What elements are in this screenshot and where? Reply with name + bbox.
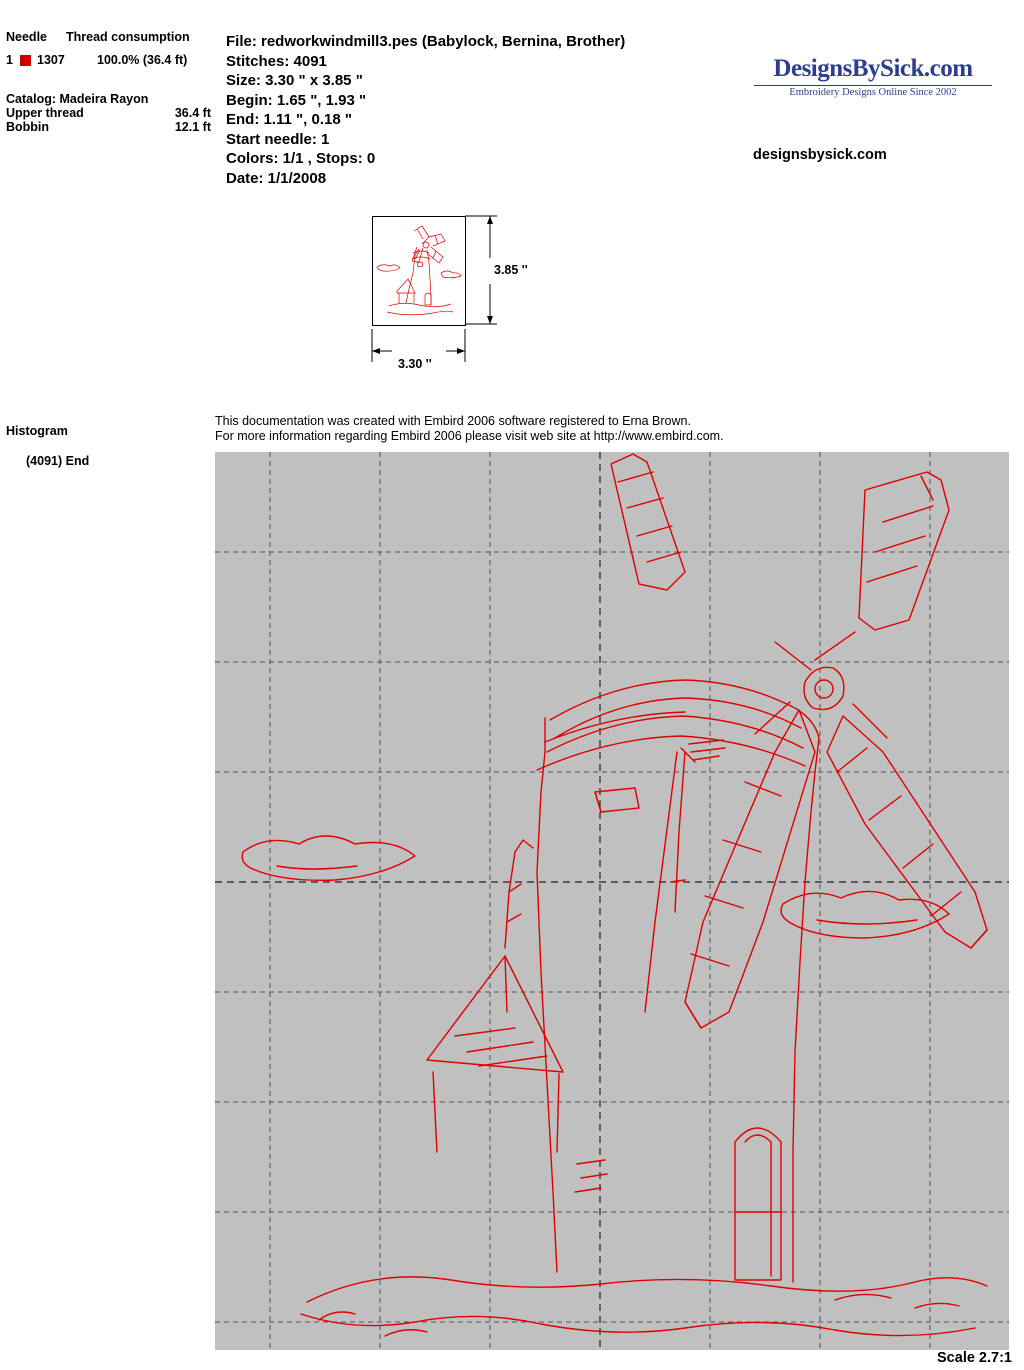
info-start-needle: Start needle: 1 (226, 130, 330, 148)
software-credit (215, 414, 724, 444)
info-size: Size: 3.30 " x 3.85 " (226, 72, 363, 89)
logo-tagline: Embroidery Designs Online Since 2002 (789, 87, 957, 98)
info-date: Date: 1/1/2008 (226, 169, 327, 187)
thumbnail-width-label: 3.30 '' (398, 357, 432, 371)
bobbin-value: 12.1 ft (174, 120, 211, 134)
design-stitch-canvas (215, 452, 1009, 1350)
needle-column-header: Needle (6, 30, 47, 44)
thread-code: 1307 (37, 53, 65, 67)
design-thumbnail (372, 216, 466, 326)
needle-index: 1 (6, 53, 13, 67)
credit-line-1: This documentation was created with Embird 2006 software registered to Erna Brown. (215, 414, 691, 428)
histogram-end-marker: (4091) End (26, 454, 90, 468)
info-file: File: redworkwindmill3.pes (Babylock, Bernina, Brother) (226, 33, 626, 50)
catalog-name: Catalog: Madeira Rayon (6, 92, 149, 106)
logo-divider (754, 85, 992, 86)
thread-percent: 100.0% (36.4 ft) (97, 53, 188, 67)
info-end: End: 1.11 ", 0.18 " (226, 111, 352, 128)
info-stitches: Stitches: 4091 (226, 52, 327, 70)
table-row (6, 53, 221, 67)
design-file-info (226, 32, 625, 188)
brand-logo (748, 55, 998, 98)
bobbin-label: Bobbin (6, 120, 50, 134)
site-url: designsbysick.com (753, 147, 887, 163)
bobbin-row (6, 120, 211, 134)
info-begin: Begin: 1.65 ", 1.93 " (226, 91, 367, 109)
info-colors-stops: Colors: 1/1 , Stops: 0 (226, 150, 376, 167)
needle-thread-table (6, 30, 221, 67)
thread-color-swatch-icon (20, 55, 31, 66)
logo-wordmark: DesignsBySick.com (773, 55, 973, 82)
thumbnail-height-label: 3.85 '' (494, 263, 528, 277)
needle-table-header (6, 30, 221, 44)
scale-label: Scale 2.7:1 (937, 1350, 1012, 1366)
thread-consumption-column-header: Thread consumption (66, 30, 190, 44)
upper-thread-row (6, 106, 211, 120)
upper-thread-value: 36.4 ft (174, 106, 211, 120)
upper-thread-label: Upper thread (6, 106, 84, 120)
catalog-block (6, 92, 211, 134)
credit-line-2: For more information regarding Embird 2006 please visit web site at http://www.embird.com. (215, 429, 724, 443)
histogram-title: Histogram (6, 424, 68, 438)
